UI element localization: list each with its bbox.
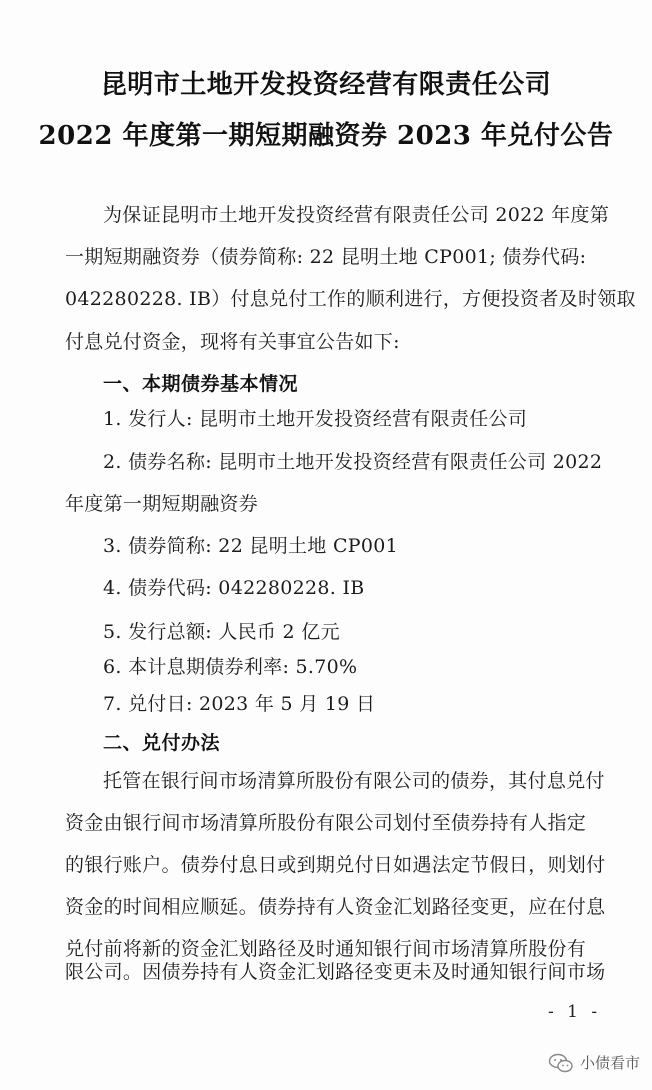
info-item: 2. 债券名称: 昆明市土地开发投资经营有限责任公司 2022 — [103, 451, 603, 473]
section-heading: 二、兑付办法 — [103, 732, 221, 754]
document-title-line2: 2022 年度第一期短期融资券 2023 年兑付公告 — [38, 121, 614, 151]
body-line: 资金的时间相应顺延。债券持有人资金汇划路径变更，应在付息 — [65, 896, 606, 918]
info-item: 1. 发行人: 昆明市土地开发投资经营有限责任公司 — [103, 408, 528, 430]
body-line: 的银行账户。债券付息日或到期兑付日如遇法定节假日，则划付 — [65, 854, 606, 876]
document-title-line1: 昆明市土地开发投资经营有限责任公司 — [100, 70, 552, 100]
intro-line: 一期短期融资券（债券简称: 22 昆明土地 CP001; 债券代码: — [65, 246, 587, 268]
intro-line: 付息兑付资金，现将有关事宜公告如下: — [65, 331, 400, 353]
watermark-label: 小债看市 — [579, 1054, 640, 1072]
info-item: 7. 兑付日: 2023 年 5 月 19 日 — [103, 693, 376, 715]
info-item: 4. 债券代码: 042280228. IB — [103, 577, 365, 599]
watermark — [548, 1052, 640, 1073]
wechat-icon — [548, 1053, 574, 1073]
intro-line: 042280228. IB）付息兑付工作的顺利进行，方便投资者及时领取 — [65, 288, 636, 310]
info-item: 6. 本计息期债券利率: 5.70% — [103, 656, 358, 678]
intro-line: 为保证昆明市土地开发投资经营有限责任公司 2022 年度第 — [103, 204, 610, 226]
info-item: 3. 债券简称: 22 昆明土地 CP001 — [103, 535, 399, 557]
info-item-continuation: 年度第一期短期融资券 — [65, 493, 259, 515]
info-item: 5. 发行总额: 人民币 2 亿元 — [103, 621, 340, 643]
page-number: - 1 - — [548, 1002, 602, 1022]
body-line: 兑付前将新的资金汇划路径及时通知银行间市场清算所股份有 — [65, 938, 587, 960]
body-line: 资金由银行间市场清算所股份有限公司划付至债券持有人指定 — [65, 812, 587, 834]
body-line: 限公司。因债券持有人资金汇划路径变更未及时通知银行间市场 — [65, 961, 606, 983]
section-heading: 一、本期债券基本情况 — [103, 373, 299, 395]
body-line: 托管在银行间市场清算所股份有限公司的债券，其付息兑付 — [103, 770, 605, 792]
